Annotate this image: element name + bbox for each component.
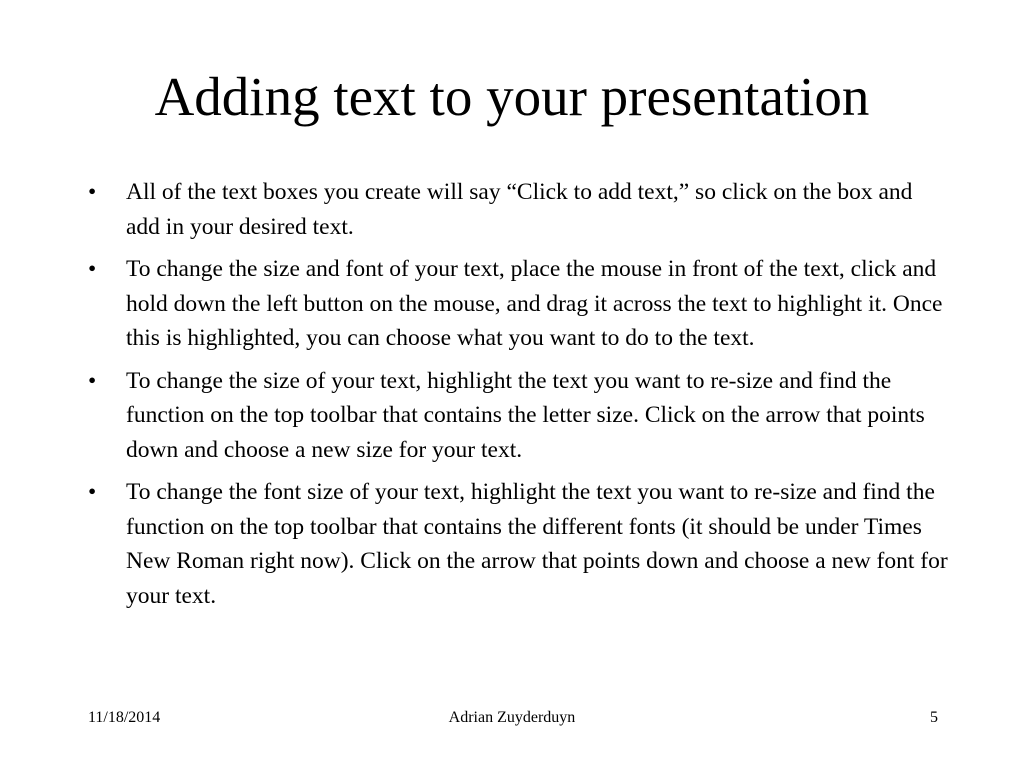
bullet-item <box>88 252 948 356</box>
bullet-icon: • <box>88 256 97 282</box>
footer-date: 11/18/2014 <box>88 709 161 726</box>
bullet-list <box>88 175 948 621</box>
footer-author: Adrian Zuyderduyn <box>448 709 576 726</box>
bullet-text: To change the size of your text, highlight the text you want to re-size and find the function on the top toolbar that contains the letter size. Click on the arrow that points down and choose a new size for your text. <box>126 367 925 463</box>
bullet-text: To change the size and font of your text, place the mouse in front of the text, click and hold down the left button on the mouse, and drag it across the text to highlight it. Once this is highlighted, you can choose what you want to do to the text. <box>126 256 943 351</box>
bullet-text: All of the text boxes you create will say “Click to add text,” so click on the box and add in your desired text. <box>126 179 913 240</box>
slide-title: Adding text to your presentation <box>154 66 870 127</box>
bullet-icon: • <box>88 479 97 505</box>
bullet-text: To change the font size of your text, highlight the text you want to re-size and find the function on the top toolbar that contains the different fonts (it should be under Times New Roman right now). Click on the arrow that points down and choose a new font for your text. <box>126 479 948 609</box>
bullet-item <box>88 175 948 244</box>
bullet-icon: • <box>88 367 97 394</box>
bullet-item <box>88 364 948 468</box>
bullet-icon: • <box>88 179 97 205</box>
bullet-item <box>88 475 948 613</box>
footer-page-number: 5 <box>930 709 938 726</box>
